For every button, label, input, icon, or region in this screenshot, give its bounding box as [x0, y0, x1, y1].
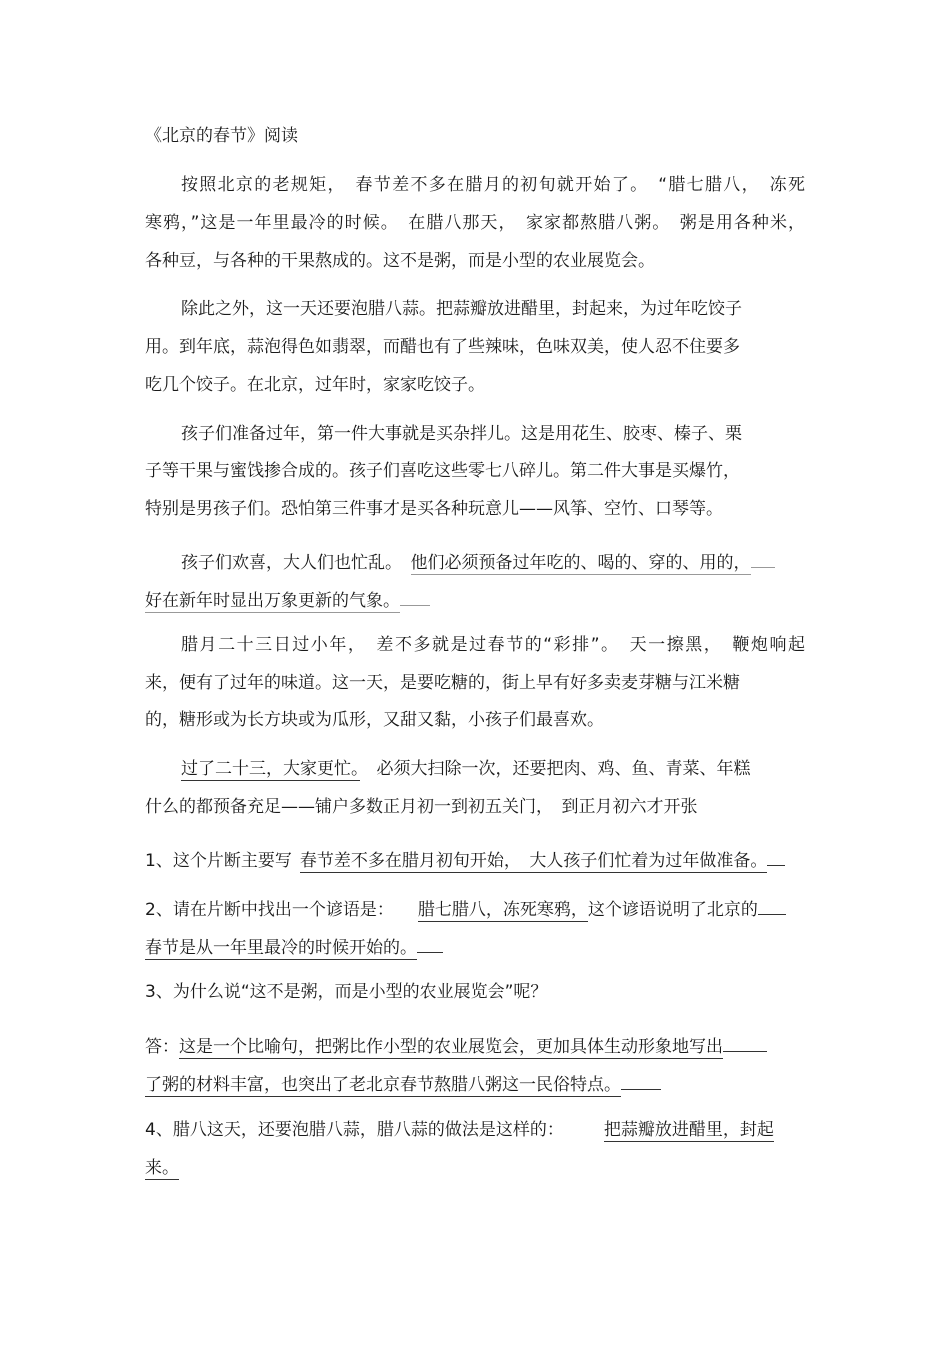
- question-prompt: 4、腊八这天，还要泡腊八蒜，腊八蒜的做法是这样的：: [145, 1120, 564, 1140]
- underline-blank: [767, 844, 785, 866]
- underline-blank: [751, 546, 775, 568]
- paragraph-line: 用。到年底，蒜泡得色如翡翠，而醋也有了些辣味，色味双美，使人忍不住要多: [145, 337, 740, 357]
- underline-blank: [723, 1030, 767, 1052]
- paragraph-line: 寒鸦，”这是一年里最冷的时候。 在腊八那天， 家家都熬腊八粥。 粥是用各种米，: [145, 213, 805, 233]
- answer-label: 答：: [145, 1037, 179, 1057]
- paragraph-line: 各种豆，与各种的干果熬成的。这不是粥，而是小型的农业展览会。: [145, 251, 655, 271]
- answer-text: 春节差不多在腊月初旬开始， 大人孩子们忙着为过年做准备。: [299, 851, 768, 871]
- question-prompt: 2、请在片断中找出一个谚语是：: [145, 900, 394, 920]
- paragraph-text: 必须大扫除一次，还要把肉、鸡、鱼、青菜、年糕: [359, 759, 751, 779]
- underlined-text: 好在新年时显出万象更新的气象。: [145, 591, 400, 611]
- answer-text: 把蒜瓣放进醋里，封起: [603, 1120, 774, 1140]
- question-3: 3、为什么说“这不是粥，而是小型的农业展览会”呢？: [145, 982, 548, 1002]
- paragraph-line: [145, 584, 430, 611]
- paragraph-line: 腊月二十三日过小年， 差不多就是过春节的“彩排”。 天一擦黑， 鞭炮响起: [181, 635, 805, 655]
- answer-text: 腊七腊八，冻死寒鸦，: [417, 900, 588, 920]
- question-4-continued: [145, 1156, 179, 1180]
- question-3-answer-continued: [145, 1068, 661, 1095]
- paragraph-text: 孩子们欢喜，大人们也忙乱。: [181, 553, 411, 573]
- underline-blank: [758, 893, 786, 915]
- underline-blank: [400, 584, 430, 606]
- answer-text: 这是一个比喻句，把粥比作小型的农业展览会，更加具体生动形象地写出: [179, 1037, 723, 1057]
- answer-text: 春节是从一年里最冷的时候开始的。: [145, 938, 417, 958]
- paragraph-line: 子等干果与蜜饯掺合成的。孩子们喜吃这些零七八碎儿。第二件大事是买爆竹，: [145, 461, 740, 481]
- question-2: [145, 893, 786, 920]
- question-2-continued: [145, 931, 443, 958]
- paragraph-line: 来，便有了过年的味道。这一天，是要吃糖的，街上早有好多卖麦芽糖与江米糖: [145, 673, 740, 693]
- page-title: 《北京的春节》阅读: [145, 126, 298, 146]
- question-4: [145, 1118, 774, 1142]
- underlined-text: 过了二十三，大家更忙。: [181, 759, 360, 779]
- paragraph-line: 按照北京的老规矩， 春节差不多在腊月的初旬就开始了。 “腊七腊八， 冻死: [181, 175, 805, 195]
- answer-text: 这个谚语说明了北京的: [587, 900, 758, 920]
- paragraph-line: 吃几个饺子。在北京，过年时，家家吃饺子。: [145, 375, 485, 395]
- question-1: [145, 844, 785, 871]
- underline-blank: [417, 931, 443, 953]
- paragraph-line: 除此之外，这一天还要泡腊八蒜。把蒜瓣放进醋里，封起来，为过年吃饺子: [181, 299, 742, 319]
- underline-blank: [621, 1068, 661, 1090]
- paragraph-line: 孩子们准备过年，第一件大事就是买杂拌儿。这是用花生、胶枣、榛子、栗: [181, 424, 742, 444]
- question-prompt: 1、这个片断主要写: [145, 851, 292, 871]
- answer-text: 来。: [145, 1158, 179, 1178]
- paragraph-line: 什么的都预备充足——铺户多数正月初一到初五关门， 到正月初六才开张: [145, 797, 698, 817]
- paragraph-line: [181, 757, 751, 781]
- paragraph-line: 的，糖形或为长方块或为瓜形，又甜又黏，小孩子们最喜欢。: [145, 710, 604, 730]
- question-3-answer: [145, 1030, 767, 1057]
- answer-text: 了粥的材料丰富，也突出了老北京春节熬腊八粥这一民俗特点。: [145, 1075, 621, 1095]
- paragraph-line: [181, 546, 775, 573]
- paragraph-line: 特别是男孩子们。恐怕第三件事才是买各种玩意儿——风筝、空竹、口琴等。: [145, 499, 723, 519]
- underlined-text: 他们必须预备过年吃的、喝的、穿的、用的，: [410, 553, 751, 573]
